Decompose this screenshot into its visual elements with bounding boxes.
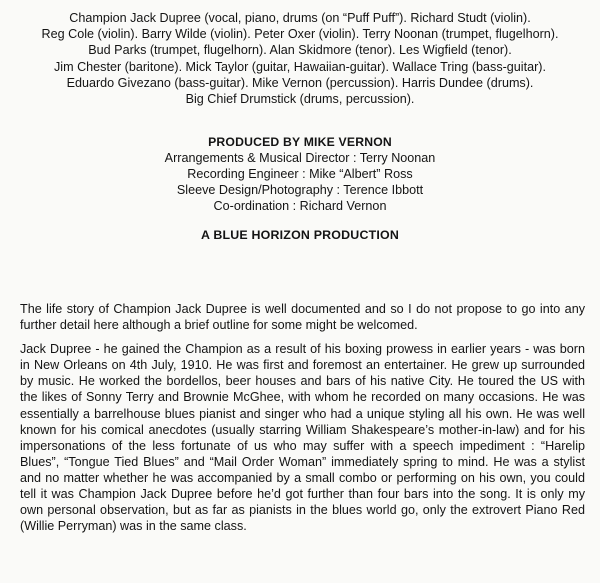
credit-line: Bud Parks (trumpet, flugelhorn). Alan Skidmore (tenor). Les Wigfield (tenor). [88, 43, 512, 58]
producer-heading: PRODUCED BY MIKE VERNON [208, 135, 392, 149]
production-company-heading: A BLUE HORIZON PRODUCTION [201, 228, 399, 242]
credit-line: Champion Jack Dupree (vocal, piano, drums (on “Puff Puff”). Richard Studt (violin). [69, 11, 531, 25]
credit-line: Jim Chester (baritone). Mick Taylor (guitar, Hawaiian-guitar). Wallace Tring (bass-guitar). [53, 59, 546, 74]
credit-line: Big Chief Drumstick (drums, percussion). [185, 92, 415, 107]
production-credits [10, 134, 590, 214]
notes-paragraph-intro: The life story of Champion Jack Dupree is well documented and so I do not propose to go into any further detail here although a brief outline for some might be welcomed. [20, 302, 585, 333]
production-credit-line: Sleeve Design/Photography : Terence Ibbott [176, 183, 424, 197]
credit-line: Eduardo Givezano (bass-guitar). Mike Vernon (percussion). Harris Dundee (drums). [66, 75, 534, 90]
production-credit-line: Arrangements & Musical Director : Terry Noonan [164, 151, 436, 165]
credit-line: Reg Cole (violin). Barry Wilde (violin). Peter Oxer (violin). Terry Noonan (trumpet, flugelhorn). [41, 27, 559, 42]
production-credit-line: Co-ordination : Richard Vernon [213, 199, 387, 213]
production-credit-line: Recording Engineer : Mike “Albert” Ross [187, 167, 413, 181]
notes-paragraph-biography: Jack Dupree - he gained the Champion as a result of his boxing prowess in earlier years - was born in New Orleans on 4th July, 1910. He was first and foremost an entertainer. He grew up surrounded by music. He worked the bordellos, beer houses and bars of his native City. He toured the US with the likes of Sonny Terry and Brownie McGhee, with whom he recorded on many occasions. He was essentially a barrelhouse blues pianist and singer who had a unique styling all his own. He was well known for his comical anecdotes (usually starring William Shakespeare’s mother-in-law) and for his impersonations of the less fortunate of us who may suffer with a speech impediment : “Harelip Blues”, “Tongue Tied Blues” and “Mail Order Woman” immediately spring to mind. He was a stylist and no matter whether he was accompanied by a small combo or performing on his own, you could tell it was Champion Jack Dupree before he’d got further than four bars into the song. It is only my own personal observation, but as far as pianists in the blues world go, only the extrovert Piano Red (Willie Perryman) was in the same class. [20, 342, 585, 534]
liner-notes-text [20, 301, 585, 542]
musician-credits [10, 10, 590, 107]
